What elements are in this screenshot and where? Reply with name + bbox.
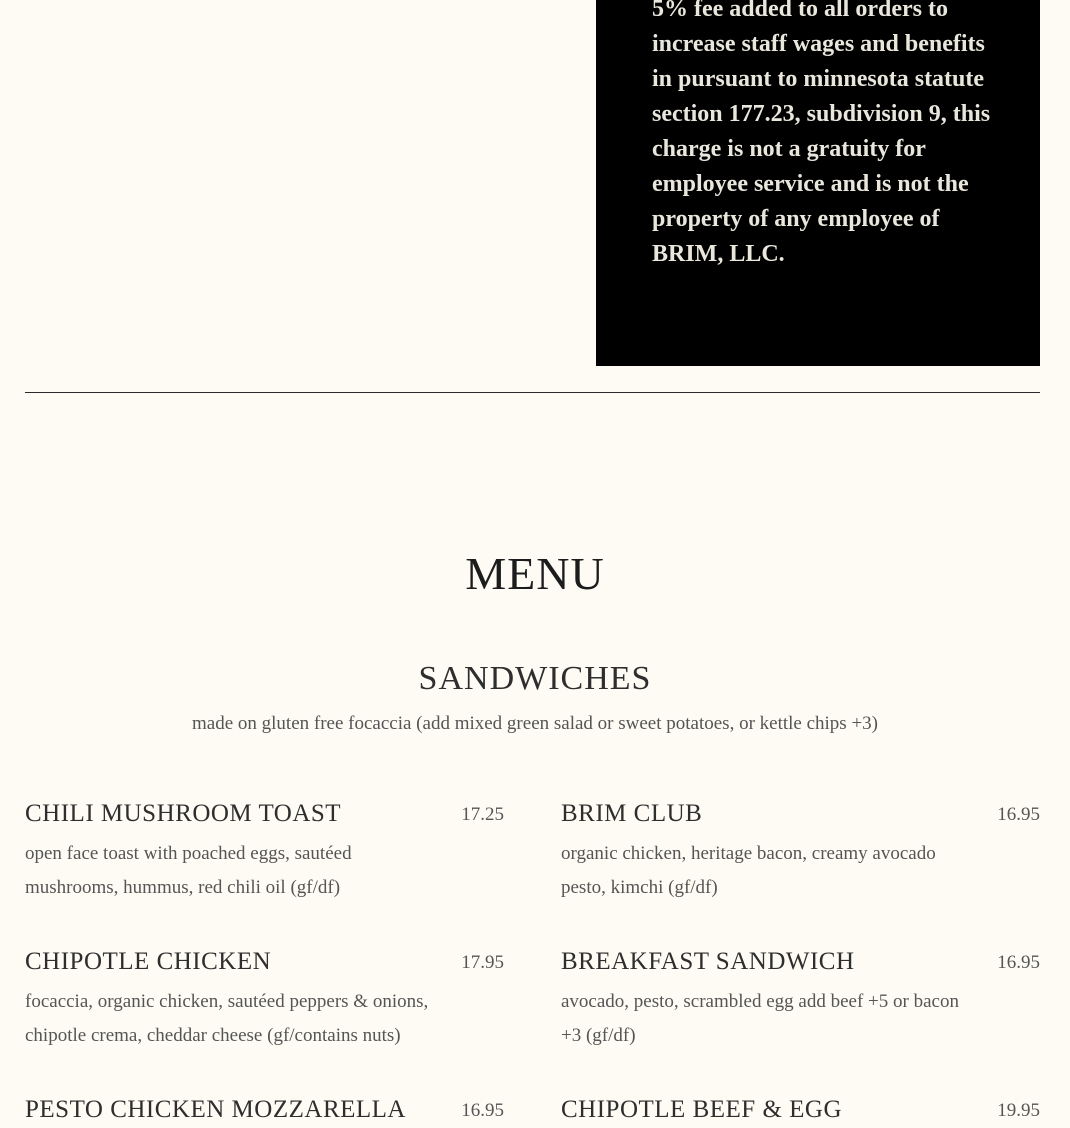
section-subtitle: made on gluten free focaccia (add mixed green salad or sweet potatoes, or kettle chips +3) bbox=[192, 713, 878, 734]
menu-item-name: PESTO CHICKEN MOZZARELLA bbox=[25, 1096, 406, 1123]
menu-item-price: 16.95 bbox=[997, 804, 1040, 825]
menu-item-name: BREAKFAST SANDWICH bbox=[561, 948, 855, 975]
menu-item-name: CHIPOTLE BEEF & EGG bbox=[561, 1096, 843, 1123]
menu-item-price: 17.95 bbox=[461, 952, 504, 973]
section-title-sandwiches: SANDWICHES bbox=[418, 660, 652, 697]
fee-notice-box bbox=[596, 0, 1040, 366]
menu-item-description: focaccia, organic chicken, sautéed peppers & onions, chipotle crema, cheddar cheese (gf/contains nuts) bbox=[25, 991, 429, 1046]
menu-item-price: 16.95 bbox=[461, 1100, 504, 1121]
menu-item-name: CHIPOTLE CHICKEN bbox=[25, 948, 272, 975]
menu-item-price: 19.95 bbox=[997, 1100, 1040, 1121]
menu-item-name: BRIM CLUB bbox=[561, 800, 703, 827]
menu-item-description: avocado, pesto, scrambled egg add beef +5 or bacon +3 (gf/df) bbox=[561, 991, 959, 1046]
menu-item-description: organic chicken, heritage bacon, creamy avocado pesto, kimchi (gf/df) bbox=[561, 843, 936, 898]
menu-item-price: 17.25 bbox=[461, 804, 504, 825]
menu-item-price: 16.95 bbox=[997, 952, 1040, 973]
menu-item-description: open face toast with poached eggs, sautéed mushrooms, hummus, red chili oil (gf/df) bbox=[25, 843, 352, 898]
menu-item-name: CHILI MUSHROOM TOAST bbox=[25, 800, 342, 827]
section-divider bbox=[25, 392, 1040, 393]
fee-notice-text: 5% fee added to all orders to increase staff wages and benefits in pursuant to minnesota statute section 177.23, subdivision 9, this charge is not a gratuity for employee service and is not the property of any employee of BRIM, LLC. bbox=[652, 0, 991, 267]
menu-title: MENU bbox=[465, 548, 605, 599]
